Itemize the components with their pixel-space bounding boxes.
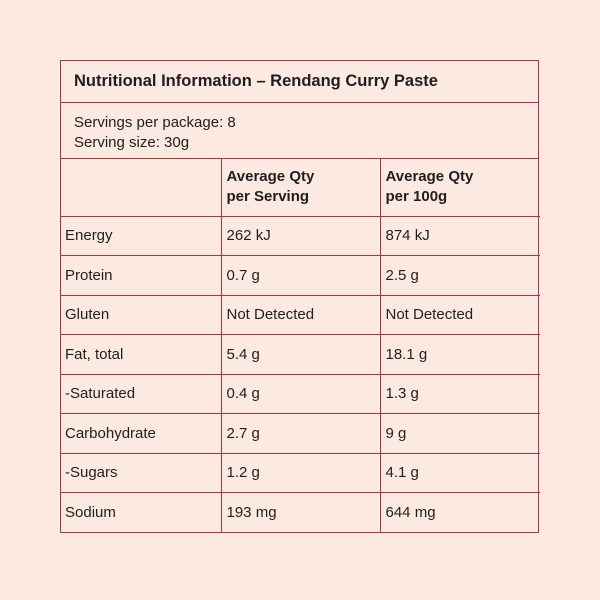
nutrient-name: Gluten [61,295,221,335]
header-per-100g-line2: per 100g [385,188,448,206]
header-per-serving [221,159,380,216]
per-100g-value: 9 g [380,414,540,454]
header-per-100g [380,159,540,216]
per-100g-value: 18.1 g [380,335,540,375]
nutrient-name: Energy [61,216,221,256]
nutrient-name: Protein [61,256,221,296]
nutrient-name: Fat, total [61,335,221,375]
nutrition-table [61,159,540,532]
table-row [61,374,540,414]
header-per-serving-line2: per Serving [226,188,310,206]
per-100g-value: Not Detected [380,295,540,335]
serving-size: Serving size: 30g [74,134,190,151]
per-100g-value: 874 kJ [380,216,540,256]
per-100g-value: 644 mg [380,493,540,533]
per-serving-value: 262 kJ [221,216,380,256]
nutrient-name: Sodium [61,493,221,533]
header-nutrient [61,159,221,216]
nutrient-name: Carbohydrate [61,414,221,454]
per-serving-value: 1.2 g [221,453,380,493]
nutrient-name: -Saturated [61,374,221,414]
table-row [61,295,540,335]
table-row [61,414,540,454]
table-row [61,453,540,493]
nutrition-panel [60,60,539,533]
per-100g-value: 1.3 g [380,374,540,414]
table-row [61,335,540,375]
servings-per-package: Servings per package: 8 [74,114,236,131]
table-header-row [61,159,540,216]
serving-info [61,103,538,159]
header-per-100g-line1: Average Qty [385,168,474,186]
table-row [61,493,540,533]
per-serving-value: 5.4 g [221,335,380,375]
per-serving-value: 0.7 g [221,256,380,296]
table-row [61,216,540,256]
panel-title: Nutritional Information – Rendang Curry Paste [61,61,538,103]
header-per-serving-line1: Average Qty [226,168,315,186]
nutrient-name: -Sugars [61,453,221,493]
per-serving-value: 0.4 g [221,374,380,414]
per-100g-value: 4.1 g [380,453,540,493]
per-serving-value: 2.7 g [221,414,380,454]
per-serving-value: Not Detected [221,295,380,335]
table-row [61,256,540,296]
per-100g-value: 2.5 g [380,256,540,296]
per-serving-value: 193 mg [221,493,380,533]
